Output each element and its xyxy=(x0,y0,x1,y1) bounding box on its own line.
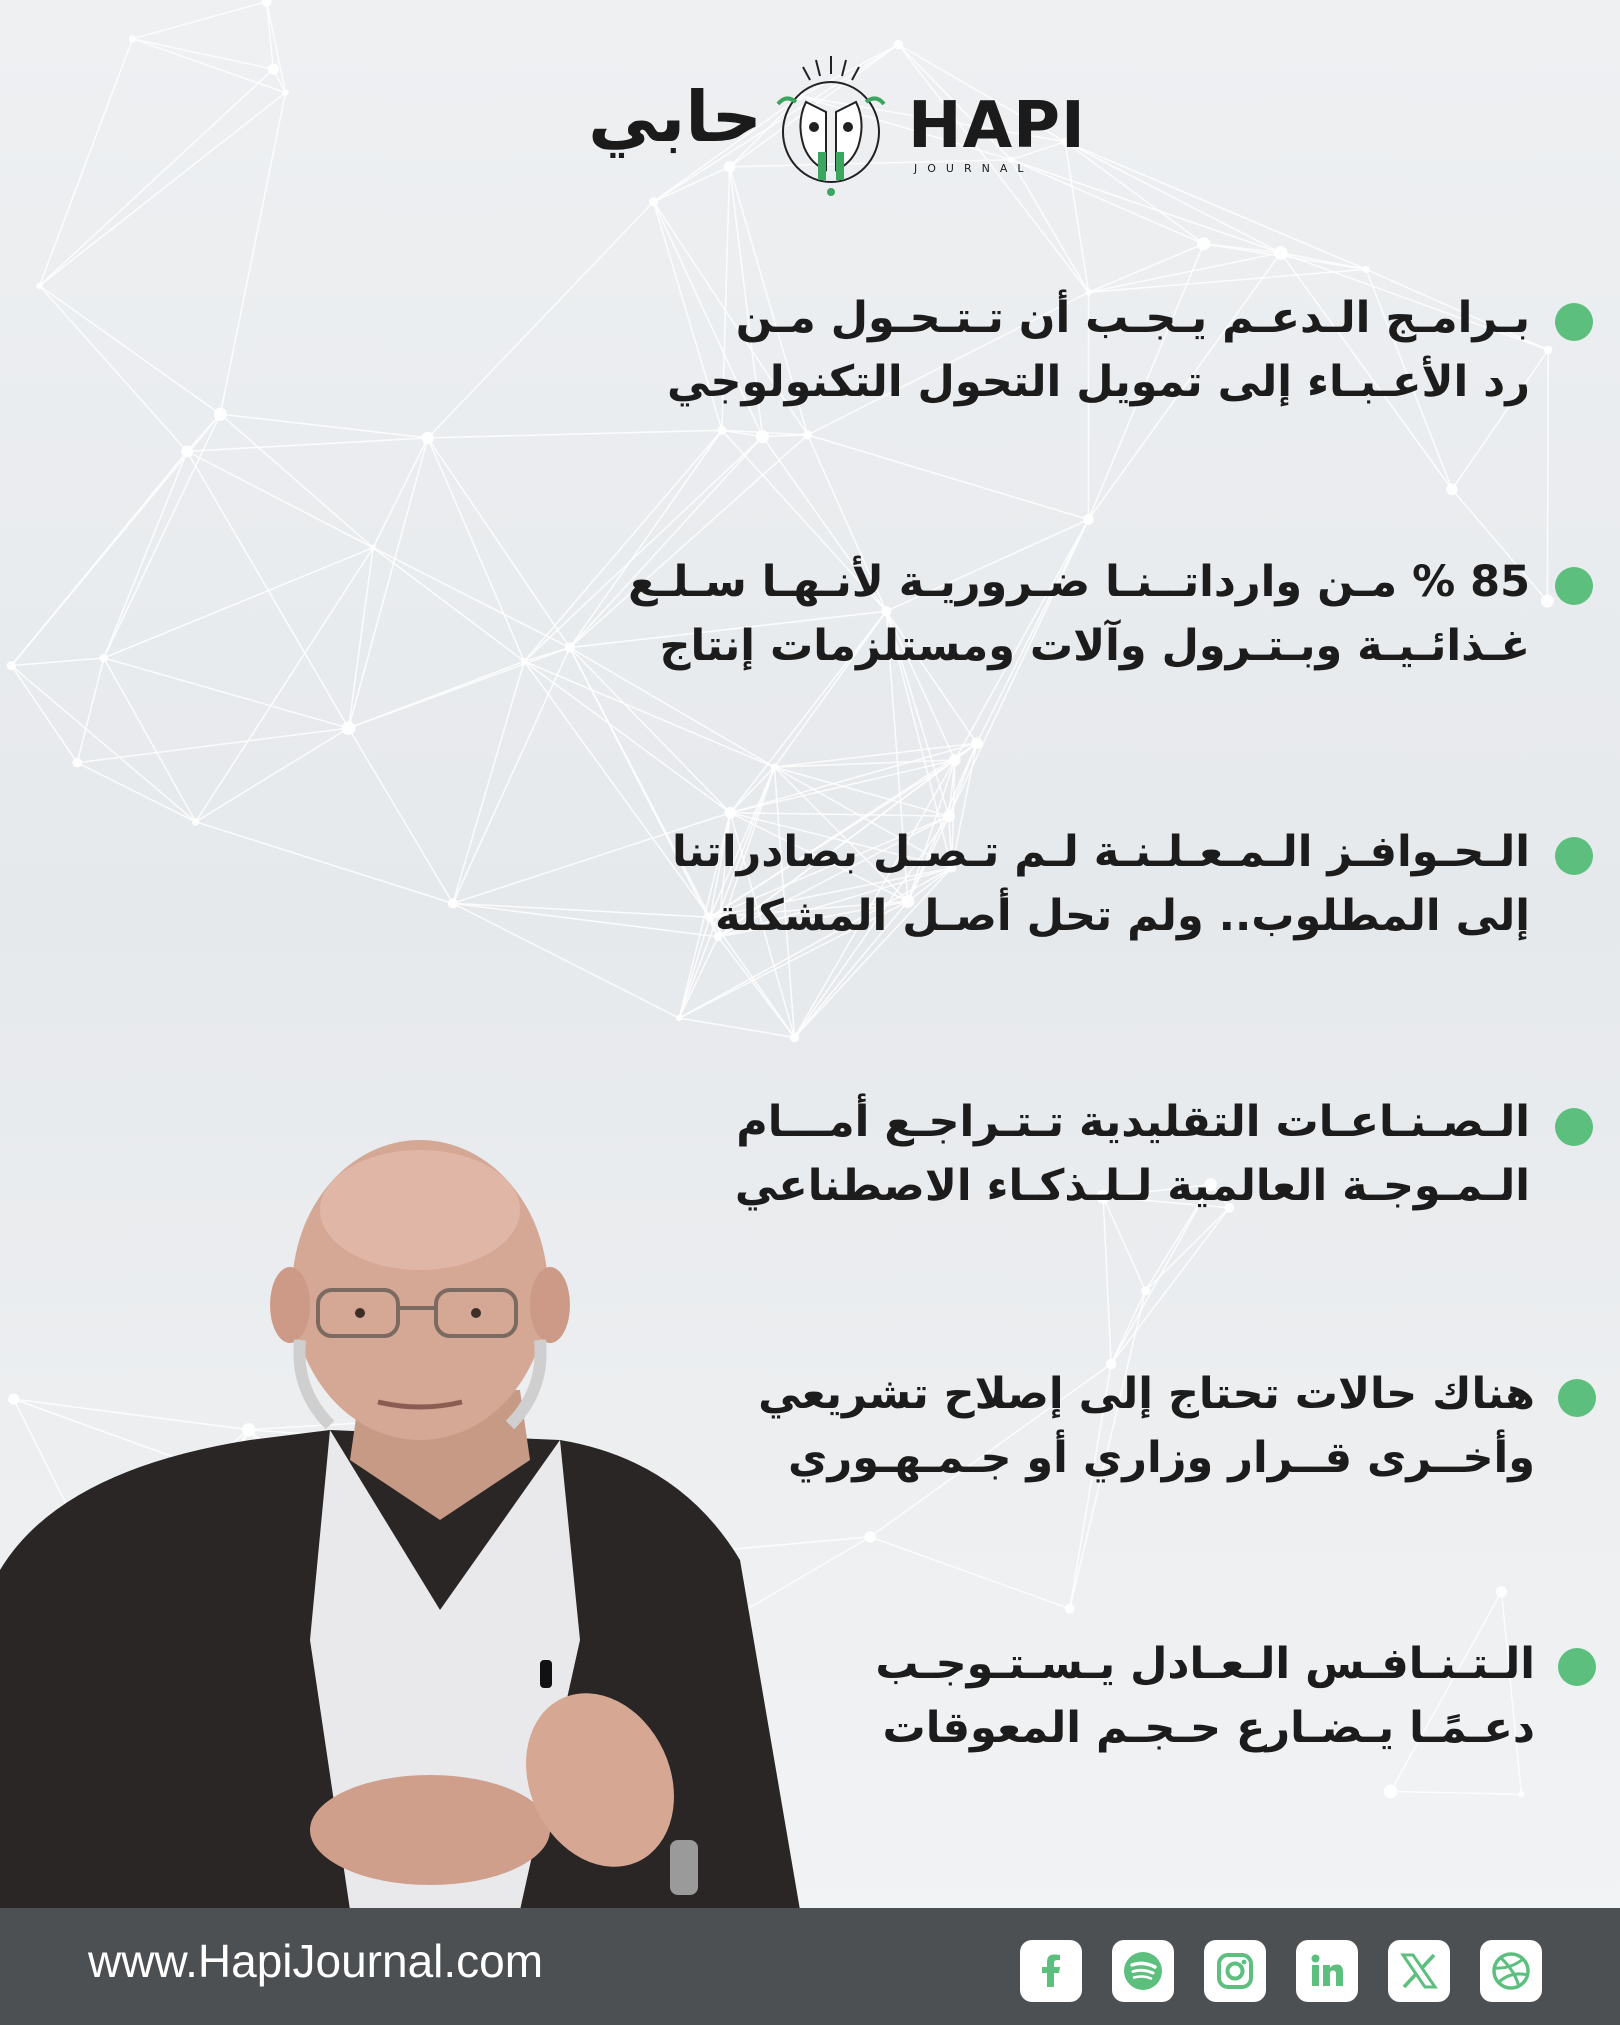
instagram-icon[interactable] xyxy=(1204,1940,1266,2002)
bullet-dot xyxy=(1555,567,1593,605)
bullet-dot xyxy=(1558,1648,1596,1686)
spotify-icon[interactable] xyxy=(1112,1940,1174,2002)
bullet-dot xyxy=(1555,1108,1593,1146)
bullet-dot xyxy=(1555,303,1593,341)
footer-bar xyxy=(0,1908,1620,2025)
brand-name-english: HAPI xyxy=(908,89,1086,163)
point-line: الـمـوجـة العالمية لـلـذكـاء الاصطناعي xyxy=(734,1161,1530,1211)
point-item xyxy=(650,820,1530,948)
point-line: الـحـوافـز الـمـعـلـنـة لـم تـصـل بصادراتنا xyxy=(671,827,1530,877)
interviewee-photo xyxy=(0,1140,900,1910)
brand-subtitle: JOURNAL xyxy=(914,162,1034,175)
point-line: رد الأعـبـاء إلى تمويل التحول التكنولوجي xyxy=(667,357,1530,407)
point-line: إلى المطلوب.. ولم تحل أصـل المشكلة xyxy=(715,891,1530,941)
brand-name-arabic: حابي xyxy=(588,76,762,158)
point-line: وأخــرى قــرار وزاري أو جـمـهـوري xyxy=(788,1433,1535,1483)
point-line: الـتـنـافـس الـعـادل يـسـتـوجـب xyxy=(875,1639,1535,1689)
point-item xyxy=(628,550,1530,678)
linkedin-icon[interactable] xyxy=(1296,1940,1358,2002)
bullet-dot xyxy=(1558,1379,1596,1417)
point-line: الـصـنـاعـات التقليدية تـتـراجـع أمـــام xyxy=(736,1097,1530,1147)
dribbble-icon[interactable] xyxy=(1480,1940,1542,2002)
point-line: غـذائـيـة وبـتـرول وآلات ومستلزمات إنتاج xyxy=(659,621,1530,671)
point-line: 85 % مـن وارداتــنـا ضـروريـة لأنـهـا سـلـع xyxy=(628,557,1530,607)
social-links xyxy=(1020,1940,1542,2002)
point-line: بـرامـج الـدعـم يـجـب أن تـتـحـول مـن xyxy=(735,293,1530,343)
point-line: دعـمًـا يـضـارع حـجـم المعوقات xyxy=(882,1703,1535,1753)
point-line: هناك حالات تحتاج إلى إصلاح تشريعي xyxy=(758,1369,1535,1419)
facebook-icon[interactable] xyxy=(1020,1940,1082,2002)
bullet-dot xyxy=(1555,837,1593,875)
x-icon[interactable] xyxy=(1388,1940,1450,2002)
point-item xyxy=(650,286,1530,414)
website-link[interactable]: www.HapiJournal.com xyxy=(88,1935,544,1987)
